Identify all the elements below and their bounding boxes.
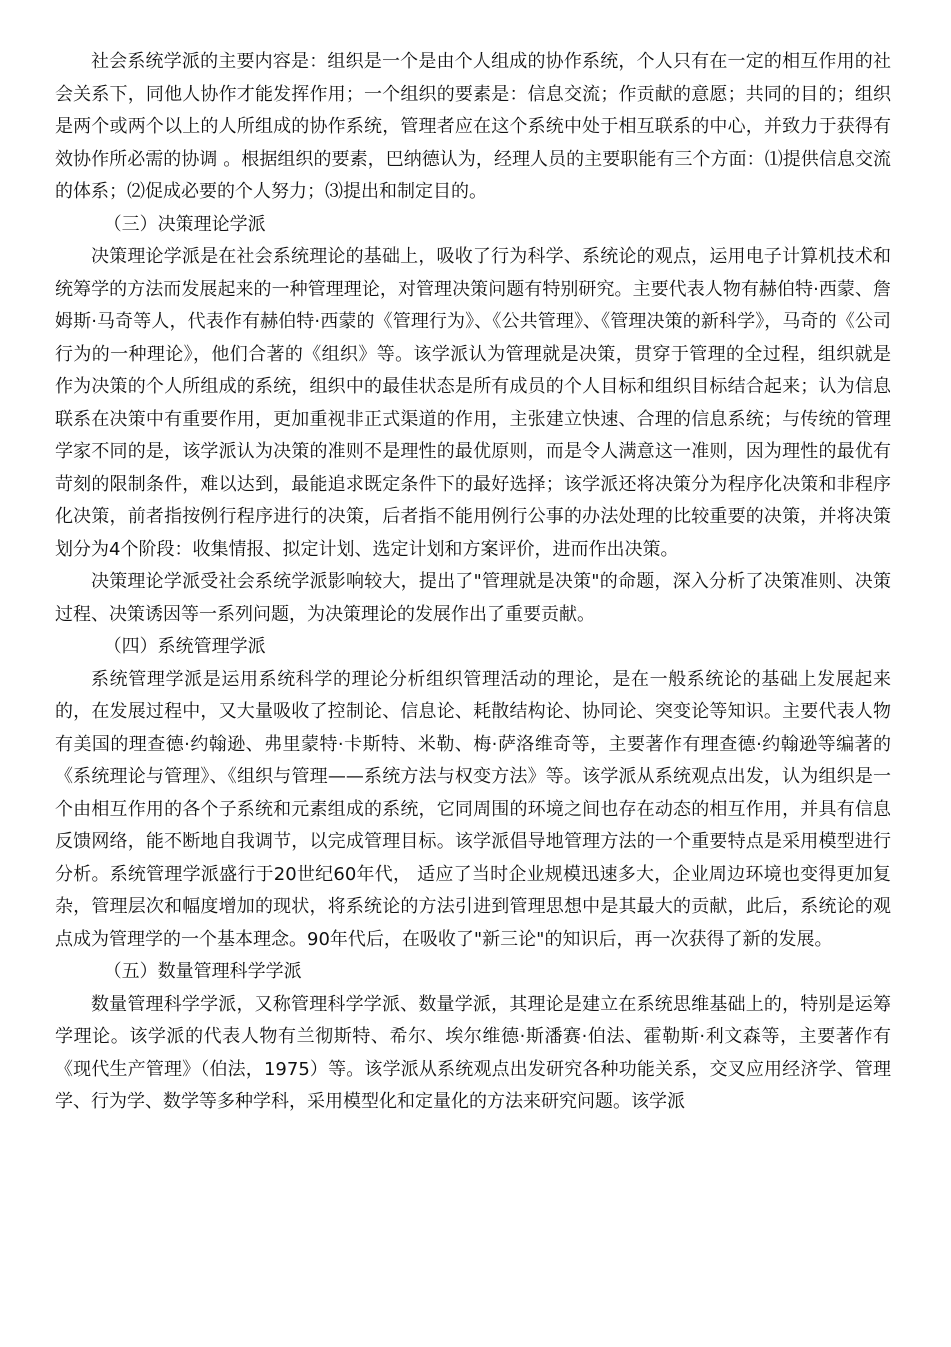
document-page [55,46,891,1119]
heading-system-management-school: （四）系统管理学派 [103,636,266,657]
heading-quantitative-management-school: （五）数量管理科学学派 [103,961,302,982]
paragraph-social-system-school: 社会系统学派的主要内容是：组织是一个是由个人组成的协作系统，个人只有在一定的相互作用的社会关系下，同他人协作才能发挥作用；一个组织的要素是：信息交流；作贡献的意愿；共同的目的；组织是两个或两个以上的人所组成的协作系统，管理者应在这个系统中处于相互联系的中心，并致力于获得有效协作所必需的协调 。根据组织的要素，巴纳德认为，经理人员的主要职能有三个方面：⑴提供信息交流的体系；⑵促成必要的个人努力；⑶提出和制定目的。 [55,51,891,202]
heading-decision-theory-school: （三）决策理论学派 [103,213,266,235]
paragraph-decision-theory-school: 决策理论学派是在社会系统理论的基础上，吸收了行为科学、系统论的观点，运用电子计算机技术和统筹学的方法而发展起来的一种管理理论，对管理决策问题有特别研究。主要代表人物有赫伯特·西蒙、詹姆斯·马奇等人，代表作有赫伯特·西蒙的《管理行为》、《公共管理》、《管理决策的新科学》，马奇的《公司行为的一种理论》，他们合著的《组织》等。该学派认为管理就是决策，贯穿于管理的全过程，组织就是作为决策的个人所组成的系统，组织中的最佳状态是所有成员的个人目标和组织目标结合起来；认为信息联系在决策中有重要作用，更加重视非正式渠道的作用，主张建立快速、合理的信息系统；与传统的管理学家不同的是，该学派认为决策的准则不是理性的最优原则，而是令人满意这一准则，因为理性的最优有苛刻的限制条件，难以达到，最能追求既定条件下的最好选择；该学派还将决策分为程序化决策和非程序化决策，前者指按例行程序进行的决策，后者指不能用例行公事的办法处理的比较重要的决策，并将决策划分为4个阶段：收集情报、拟定计划、选定计划和方案评价，进而作出决策。 [55,246,891,560]
paragraph-quantitative-management-school: 数量管理科学学派，又称管理科学学派、数量学派，其理论是建立在系统思维基础上的，特别是运筹学理论。该学派的代表人物有兰彻斯特、希尔、埃尔维德·斯潘赛·伯法、霍勒斯·利文森等，主要著作有《现代生产管理》（伯法，1975）等。该学派从系统观点出发研究各种功能关系，交叉应用经济学、管理学、行为学、数学等多种学科，采用模型化和定量化的方法来研究问题。该学派 [55,993,891,1112]
paragraph-system-management-school: 系统管理学派是运用系统科学的理论分析组织管理活动的理论，是在一般系统论的基础上发展起来的，在发展过程中，又大量吸收了控制论、信息论、耗散结构论、协同论、突变论等知识。主要代表人物有美国的理查德·约翰逊、弗里蒙特·卡斯特、米勒、梅·萨洛维奇等，主要著作有理查德·约翰逊等编著的《系统理论与管理》、《组织与管理——系统方法与权变方法》等。该学派从系统观点出发，认为组织是一个由相互作用的各个子系统和元素组成的系统，它同周围的环境之间也存在动态的相互作用，并具有信息反馈网络，能不断地自我调节，以完成管理目标。该学派倡导地管理方法的一个重要特点是采用模型进行分析。系统管理学派盛行于20世纪60年代， 适应了当时企业规模迅速多大，企业周边环境也变得更加复杂，管理层次和幅度增加的现状，将系统论的方法引进到管理思想中是其最大的贡献，此后，系统论的观点成为管理学的一个基本理念。90年代后，在吸收了"新三论"的知识后，再一次获得了新的发展。 [55,668,891,950]
paragraph-decision-theory-contribution: 决策理论学派受社会系统学派影响较大，提出了"管理就是决策"的命题，深入分析了决策准则、决策过程、决策诱因等一系列问题，为决策理论的发展作出了重要贡献。 [55,571,891,625]
